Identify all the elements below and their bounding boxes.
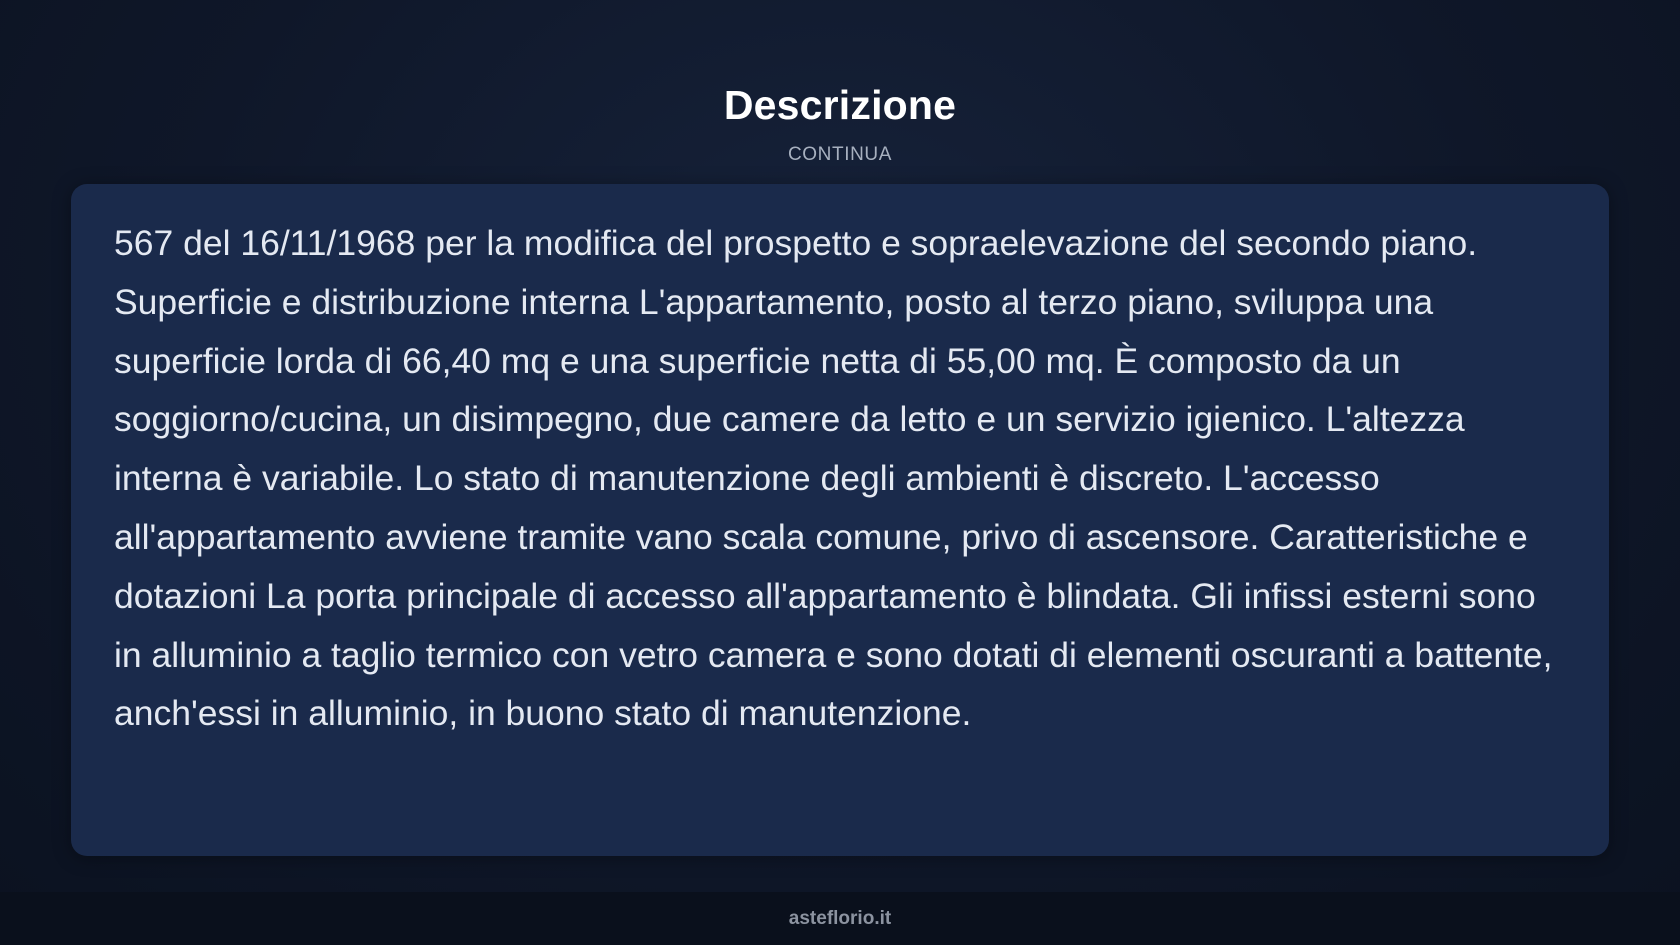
page-header xyxy=(0,80,1680,166)
description-text: 567 del 16/11/1968 per la modifica del prospetto e sopraelevazione del secondo piano. Superficie e distribuzione interna L'appartamento, posto al terzo piano, sviluppa una superficie lorda di 66,40 mq e una superficie netta di 55,00 mq. È composto da un soggiorno/cucina, un disimpegno, due camere da letto e un servizio igienico. L'altezza interna è variabile. Lo stato di manutenzione degli ambienti è discreto. L'accesso all'appartamento avviene tramite vano scala comune, privo di ascensore. Caratteristiche e dotazioni La porta principale di accesso all'appartamento è blindata. Gli infissi esterni sono in alluminio a taglio termico con vetro camera e sono dotati di elementi oscuranti a battente, anch'essi in alluminio, in buono stato di manutenzione. xyxy=(114,223,1553,734)
footer-bar xyxy=(0,892,1680,945)
page-title: Descrizione xyxy=(723,82,957,128)
footer-brand: asteflorio.it xyxy=(788,907,892,929)
description-card xyxy=(71,184,1609,856)
continued-label: CONTINUA xyxy=(787,144,893,165)
